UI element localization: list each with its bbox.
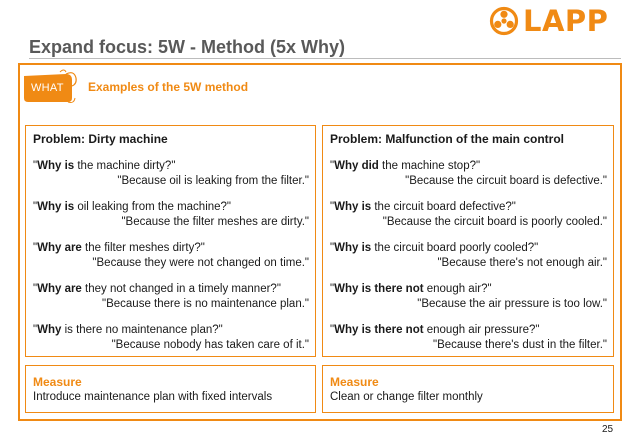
why-question: "Why is the circuit board defective?" xyxy=(330,201,516,213)
why-question: "Why is the circuit board poorly cooled?" xyxy=(330,242,539,254)
why-question: "Why is there no maintenance plan?" xyxy=(33,324,223,336)
why-question: "Why are the filter meshes dirty?" xyxy=(33,242,205,254)
why-answer: "Because the circuit board is defective." xyxy=(405,175,607,187)
title-divider xyxy=(29,58,621,59)
measure-text-right: Clean or change filter monthly xyxy=(330,391,483,403)
why-answer: "Because the circuit board is poorly cooled." xyxy=(382,216,607,228)
why-item xyxy=(33,241,309,271)
lapp-logo-icon xyxy=(489,6,519,36)
lapp-logo xyxy=(489,6,608,36)
why-item xyxy=(330,323,607,353)
problem-box-right xyxy=(322,125,614,357)
measure-label-right: Measure xyxy=(330,375,379,389)
why-item xyxy=(33,200,309,230)
why-answer: "Because there's not enough air." xyxy=(437,257,607,269)
why-item xyxy=(330,159,607,189)
why-item xyxy=(33,159,309,189)
why-item xyxy=(33,323,309,353)
what-badge-label: WHAT xyxy=(31,82,64,94)
why-item xyxy=(330,241,607,271)
page-number: 25 xyxy=(602,424,614,435)
why-question: "Why is there not enough air?" xyxy=(330,283,492,295)
why-answer: "Because nobody has taken care of it." xyxy=(111,339,309,351)
page-title: Expand focus: 5W - Method (5x Why) xyxy=(29,37,346,57)
problem-box-left xyxy=(25,125,316,357)
lapp-logo-text: LAPP xyxy=(523,4,609,38)
problem-title-right: Problem: Malfunction of the main control xyxy=(330,132,564,146)
why-answer: "Because the filter meshes are dirty." xyxy=(121,216,309,228)
why-item xyxy=(330,282,607,312)
why-answer: "Because there's dust in the filter." xyxy=(432,339,607,351)
measure-text-left: Introduce maintenance plan with fixed intervals xyxy=(33,391,273,403)
why-answer: "Because oil is leaking from the filter." xyxy=(117,175,309,187)
why-item xyxy=(33,282,309,312)
why-answer: "Because there is no maintenance plan." xyxy=(102,298,309,310)
problem-title-left: Problem: Dirty machine xyxy=(33,132,168,146)
why-answer: "Because the air pressure is too low." xyxy=(417,298,607,310)
why-question: "Why is there not enough air pressure?" xyxy=(330,324,540,336)
why-question: "Why are they not changed in a timely manner?" xyxy=(33,283,281,295)
section-subtitle: Examples of the 5W method xyxy=(88,80,249,94)
why-answer: "Because they were not changed on time." xyxy=(92,257,309,269)
measure-box-left xyxy=(25,365,316,413)
why-question: "Why did the machine stop?" xyxy=(330,160,481,172)
measure-label-left: Measure xyxy=(33,375,82,389)
why-question: "Why is oil leaking from the machine?" xyxy=(33,201,232,213)
what-badge xyxy=(22,68,78,106)
why-question: "Why is the machine dirty?" xyxy=(33,160,176,172)
why-item xyxy=(330,200,607,230)
measure-box-right xyxy=(322,365,614,413)
